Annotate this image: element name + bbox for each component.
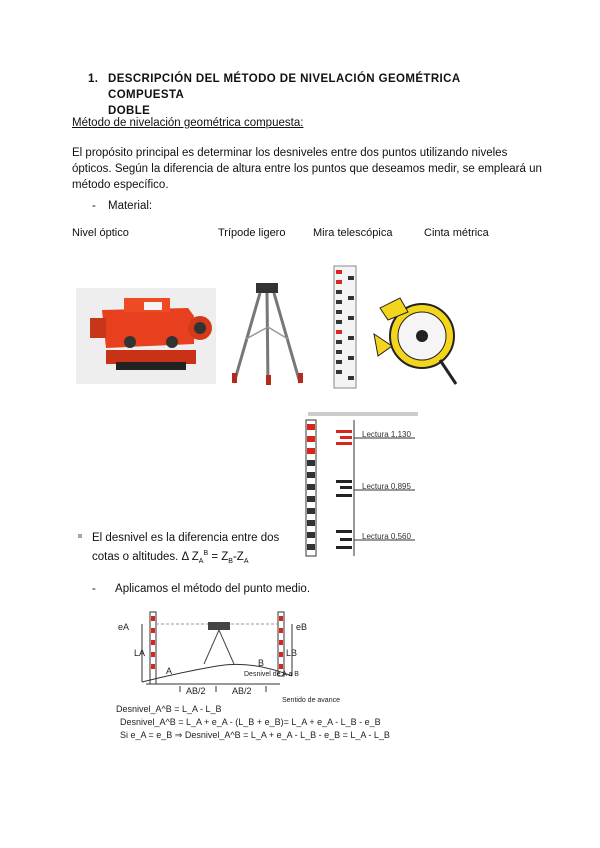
list-dash: - [92,583,96,595]
formula-sup-b: B [203,550,209,557]
label-cinta: Cinta métrica [424,227,489,239]
label-point-a: A [166,666,173,676]
heading-number: 1. [88,73,99,85]
bullet-line-1: El desnivel es la diferencia entre dos [92,532,280,544]
label-half-2: AB/2 [232,686,252,696]
punto-medio-label: Aplicamos el método del punto medio. [115,583,311,595]
staff-reading-3: Lectura 0,560 [362,532,411,541]
measuring-tape-image [370,290,462,390]
section-heading [88,71,528,119]
bullet-line-2 [92,546,279,570]
label-mira: Mira telescópica [313,227,393,239]
paragraph-line-3: método específico. [72,179,169,191]
label-la: LA [134,648,146,658]
formula-eq: = Z [208,550,229,563]
formula-sub-a2: A [243,558,249,566]
bullet-dot [78,534,82,538]
punto-medio-item [92,583,310,595]
list-dash: - [92,200,96,212]
label-tripode: Trípode ligero [218,227,286,239]
formula-minus: -Z [232,550,244,563]
desnivel-bullet [78,530,279,570]
label-desnivel: Desnivel de A a B [244,671,299,678]
label-point-b: B [258,658,265,668]
heading-line-2: DOBLE [108,105,151,117]
formula-sub-a: A [198,558,204,566]
heading-line-1: DESCRIPCIÓN DEL MÉTODO DE NIVELACIÓN GEOMÉTRICA COMPUESTA [108,73,461,101]
staff-reading-2: Lectura 0,895 [362,482,411,491]
intro-paragraph [72,145,542,193]
optical-level-image [76,288,216,384]
paragraph-line-2: ópticos. Según la diferencia de altura entre los puntos que deseamos medir, se empleará un [72,163,542,175]
subtitle: Método de nivelación geométrica compuesta: [72,117,304,129]
equation-1: Desnivel_A^B = L_A - L_B [116,704,222,714]
equation-2: Desnivel_A^B = L_A + e_A - (L_B + e_B)= L_A + e_A - L_B - e_B [120,717,381,727]
label-sentido: Sentido de avance [282,697,340,704]
material-item [92,200,152,212]
formula-delta: Δ Z [181,550,199,563]
label-eb: eB [296,622,308,632]
label-lb: LB [286,648,298,658]
label-nivel: Nivel óptico [72,227,129,239]
bullet-line-2-text: cotas o altitudes. [92,550,179,563]
staff-reading-1: Lectura 1,130 [362,430,411,439]
equation-3: Si e_A = e_B ⇒ Desnivel_A^B = L_A + e_A - L_B - e_B = L_A - L_B [120,730,390,740]
tripod-image [228,277,306,389]
telescopic-staff-image [332,264,358,390]
paragraph-line-1: El propósito principal es determinar los desniveles entre dos puntos utilizando niveles [72,147,508,159]
label-half-1: AB/2 [186,686,206,696]
midpoint-diagram [112,606,342,702]
material-label: Material: [108,200,153,212]
formula-sub-b: B [228,558,233,566]
label-ea: eA [118,622,130,632]
